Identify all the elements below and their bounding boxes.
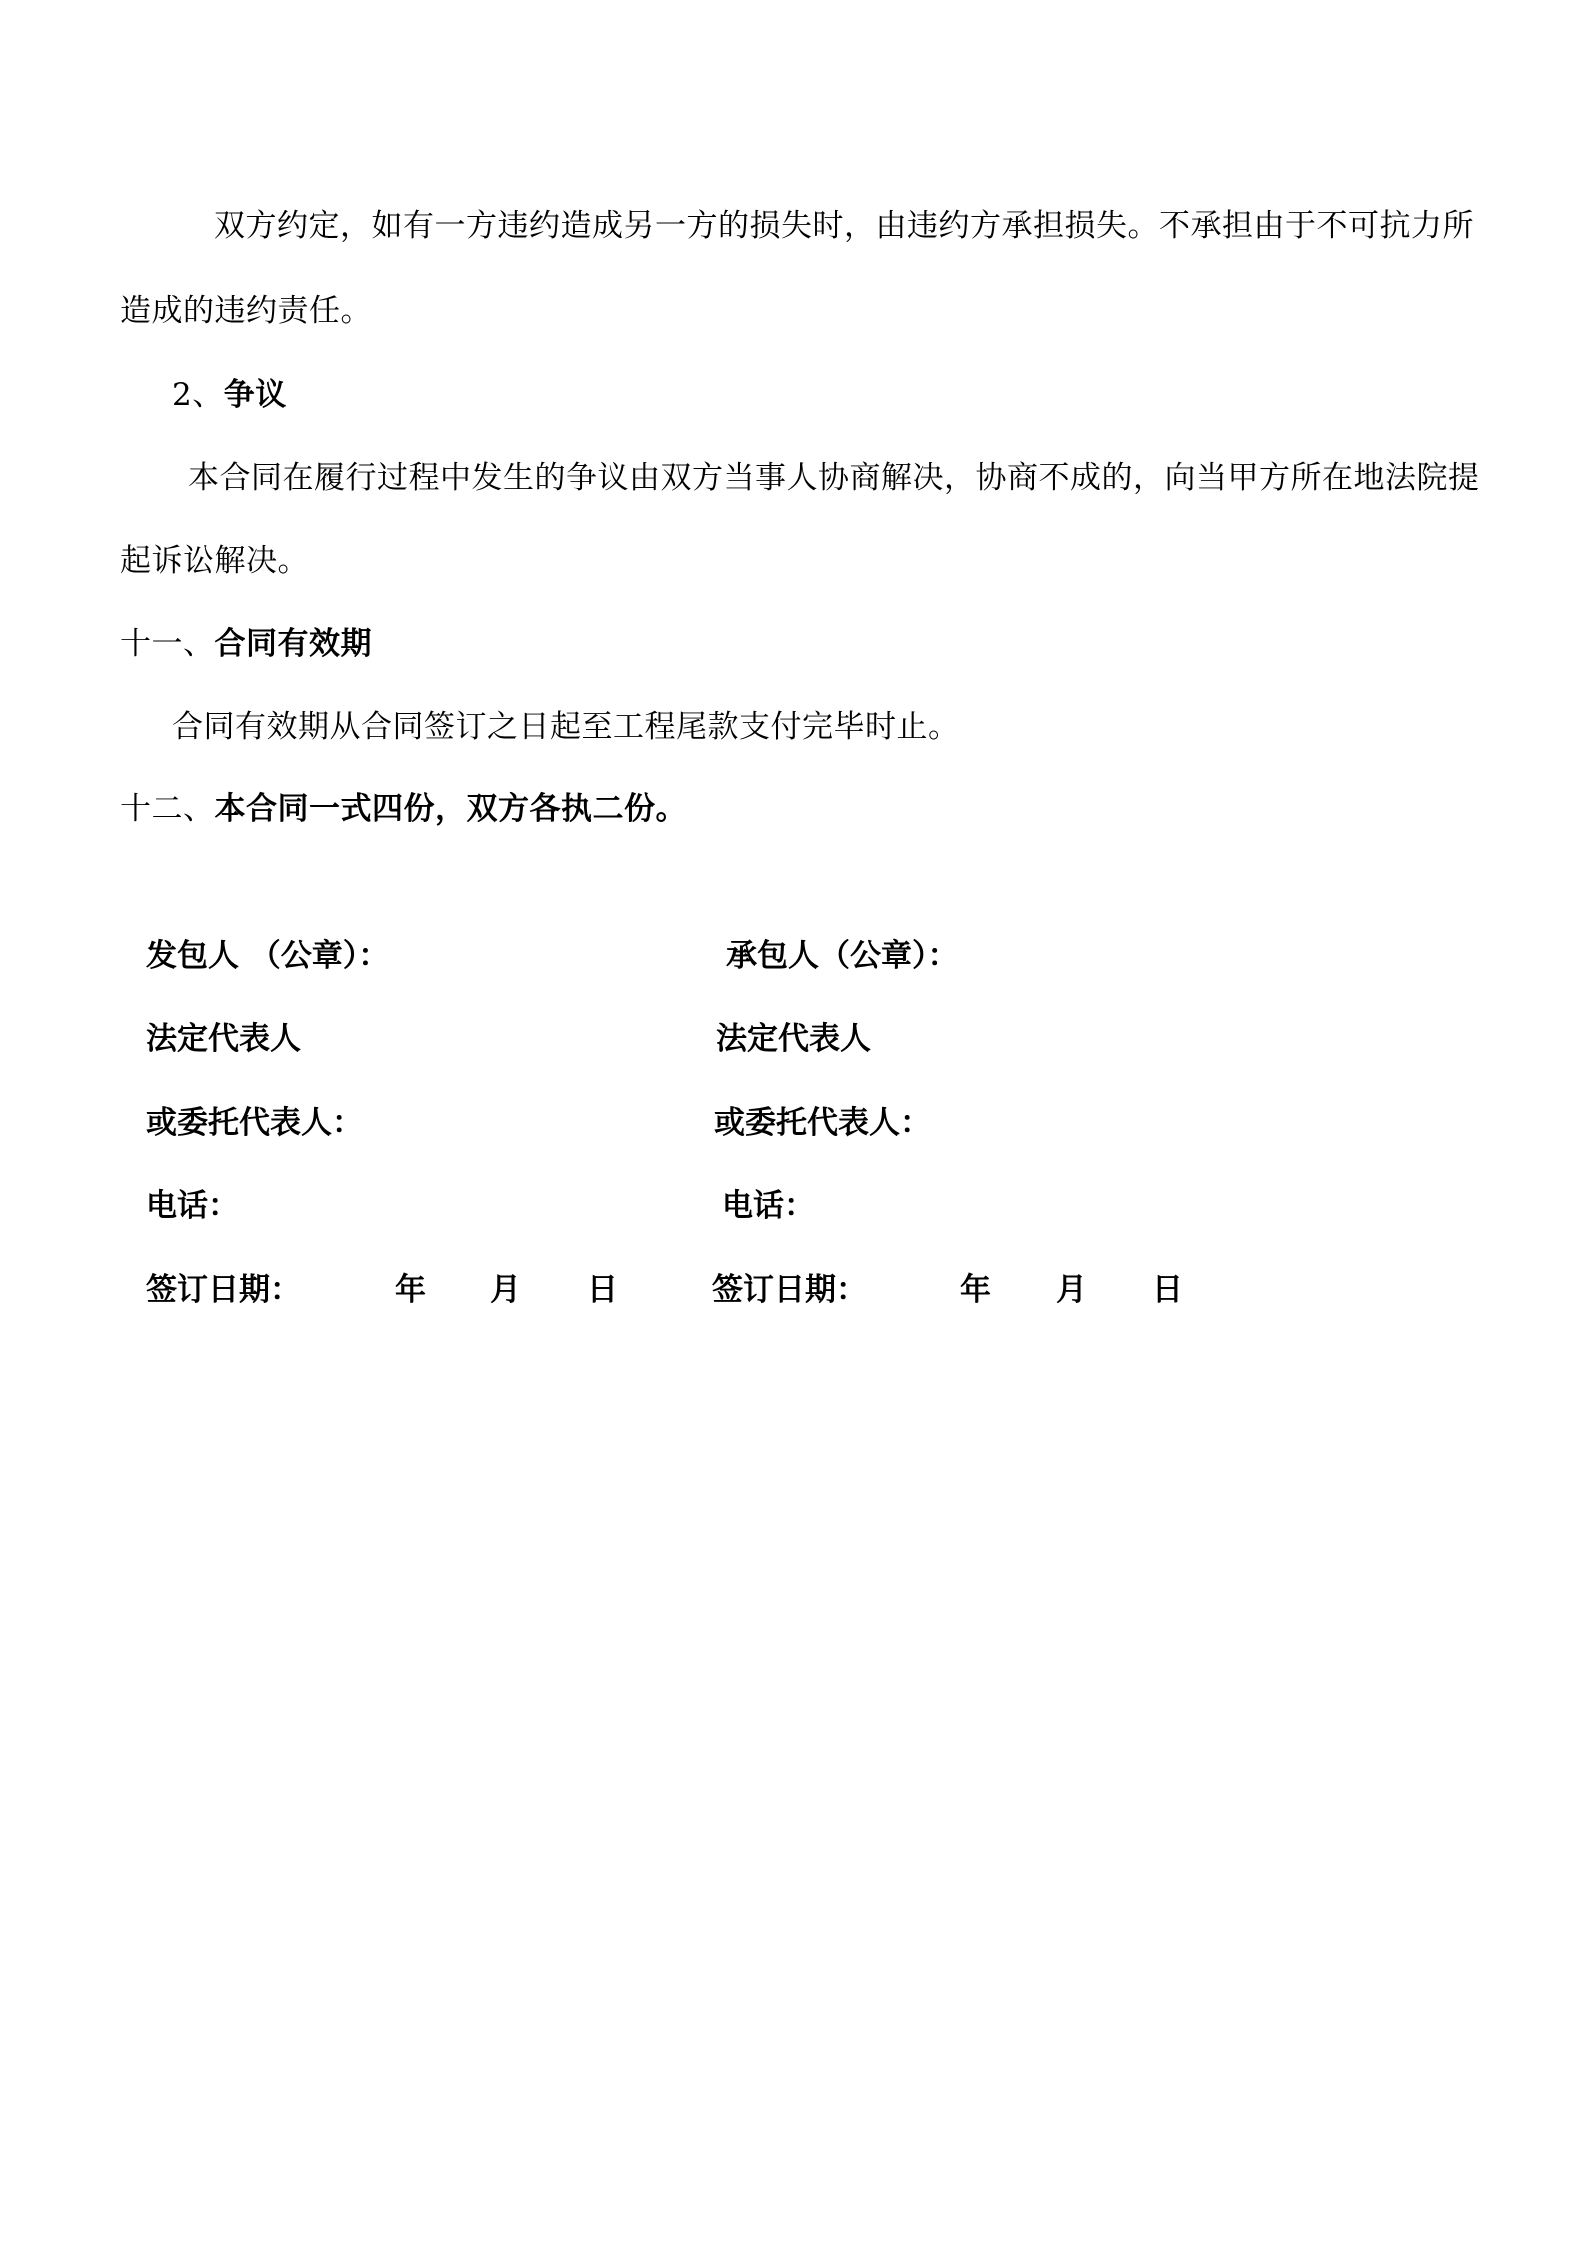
validity-heading xyxy=(120,624,372,664)
breach-paragraph-line-2: 造成的违约责任。 xyxy=(120,293,372,329)
left-legal-rep-label: 法定代表人 xyxy=(146,1021,301,1057)
right-legal-rep-label: 法定代表人 xyxy=(716,1021,871,1057)
validity-heading-number: 十一、 xyxy=(120,626,215,662)
validity-paragraph: 合同有效期从合同签订之日起至工程尾款支付完毕时止。 xyxy=(172,709,960,745)
copies-heading-text: 本合同一式四份，双方各执二份。 xyxy=(214,791,687,827)
dispute-heading-number: 2、 xyxy=(172,377,224,413)
right-party-label: 承包人（公章）： xyxy=(726,938,959,974)
left-date-day: 日 xyxy=(587,1272,618,1308)
right-date-year: 年 xyxy=(960,1272,991,1308)
dispute-paragraph-line-2: 起诉讼解决。 xyxy=(120,543,309,579)
copies-heading-number: 十二、 xyxy=(120,791,215,827)
left-date-month: 月 xyxy=(490,1272,521,1308)
dispute-paragraph-line-1: 本合同在履行过程中发生的争议由双方当事人协商解决，协商不成的，向当甲方所在地法院提 xyxy=(188,460,1480,496)
left-date-label: 签订日期： xyxy=(146,1272,301,1308)
left-date-year: 年 xyxy=(395,1272,426,1308)
right-date-label: 签订日期： xyxy=(712,1272,867,1308)
left-party-label: 发包人 （公章）： xyxy=(146,938,390,974)
dispute-heading-title: 争议 xyxy=(223,377,287,413)
right-date-month: 月 xyxy=(1056,1272,1087,1308)
copies-heading xyxy=(120,789,687,829)
right-date-day: 日 xyxy=(1152,1272,1183,1308)
left-phone-label: 电话： xyxy=(146,1188,239,1224)
right-phone-label: 电话： xyxy=(722,1188,815,1224)
dispute-heading xyxy=(172,375,287,415)
breach-paragraph-line-1: 双方约定，如有一方违约造成另一方的损失时，由违约方承担损失。不承担由于不可抗力所 xyxy=(214,208,1474,244)
validity-heading-title: 合同有效期 xyxy=(214,626,372,662)
right-agent-label: 或委托代表人： xyxy=(714,1105,931,1141)
left-agent-label: 或委托代表人： xyxy=(146,1105,363,1141)
